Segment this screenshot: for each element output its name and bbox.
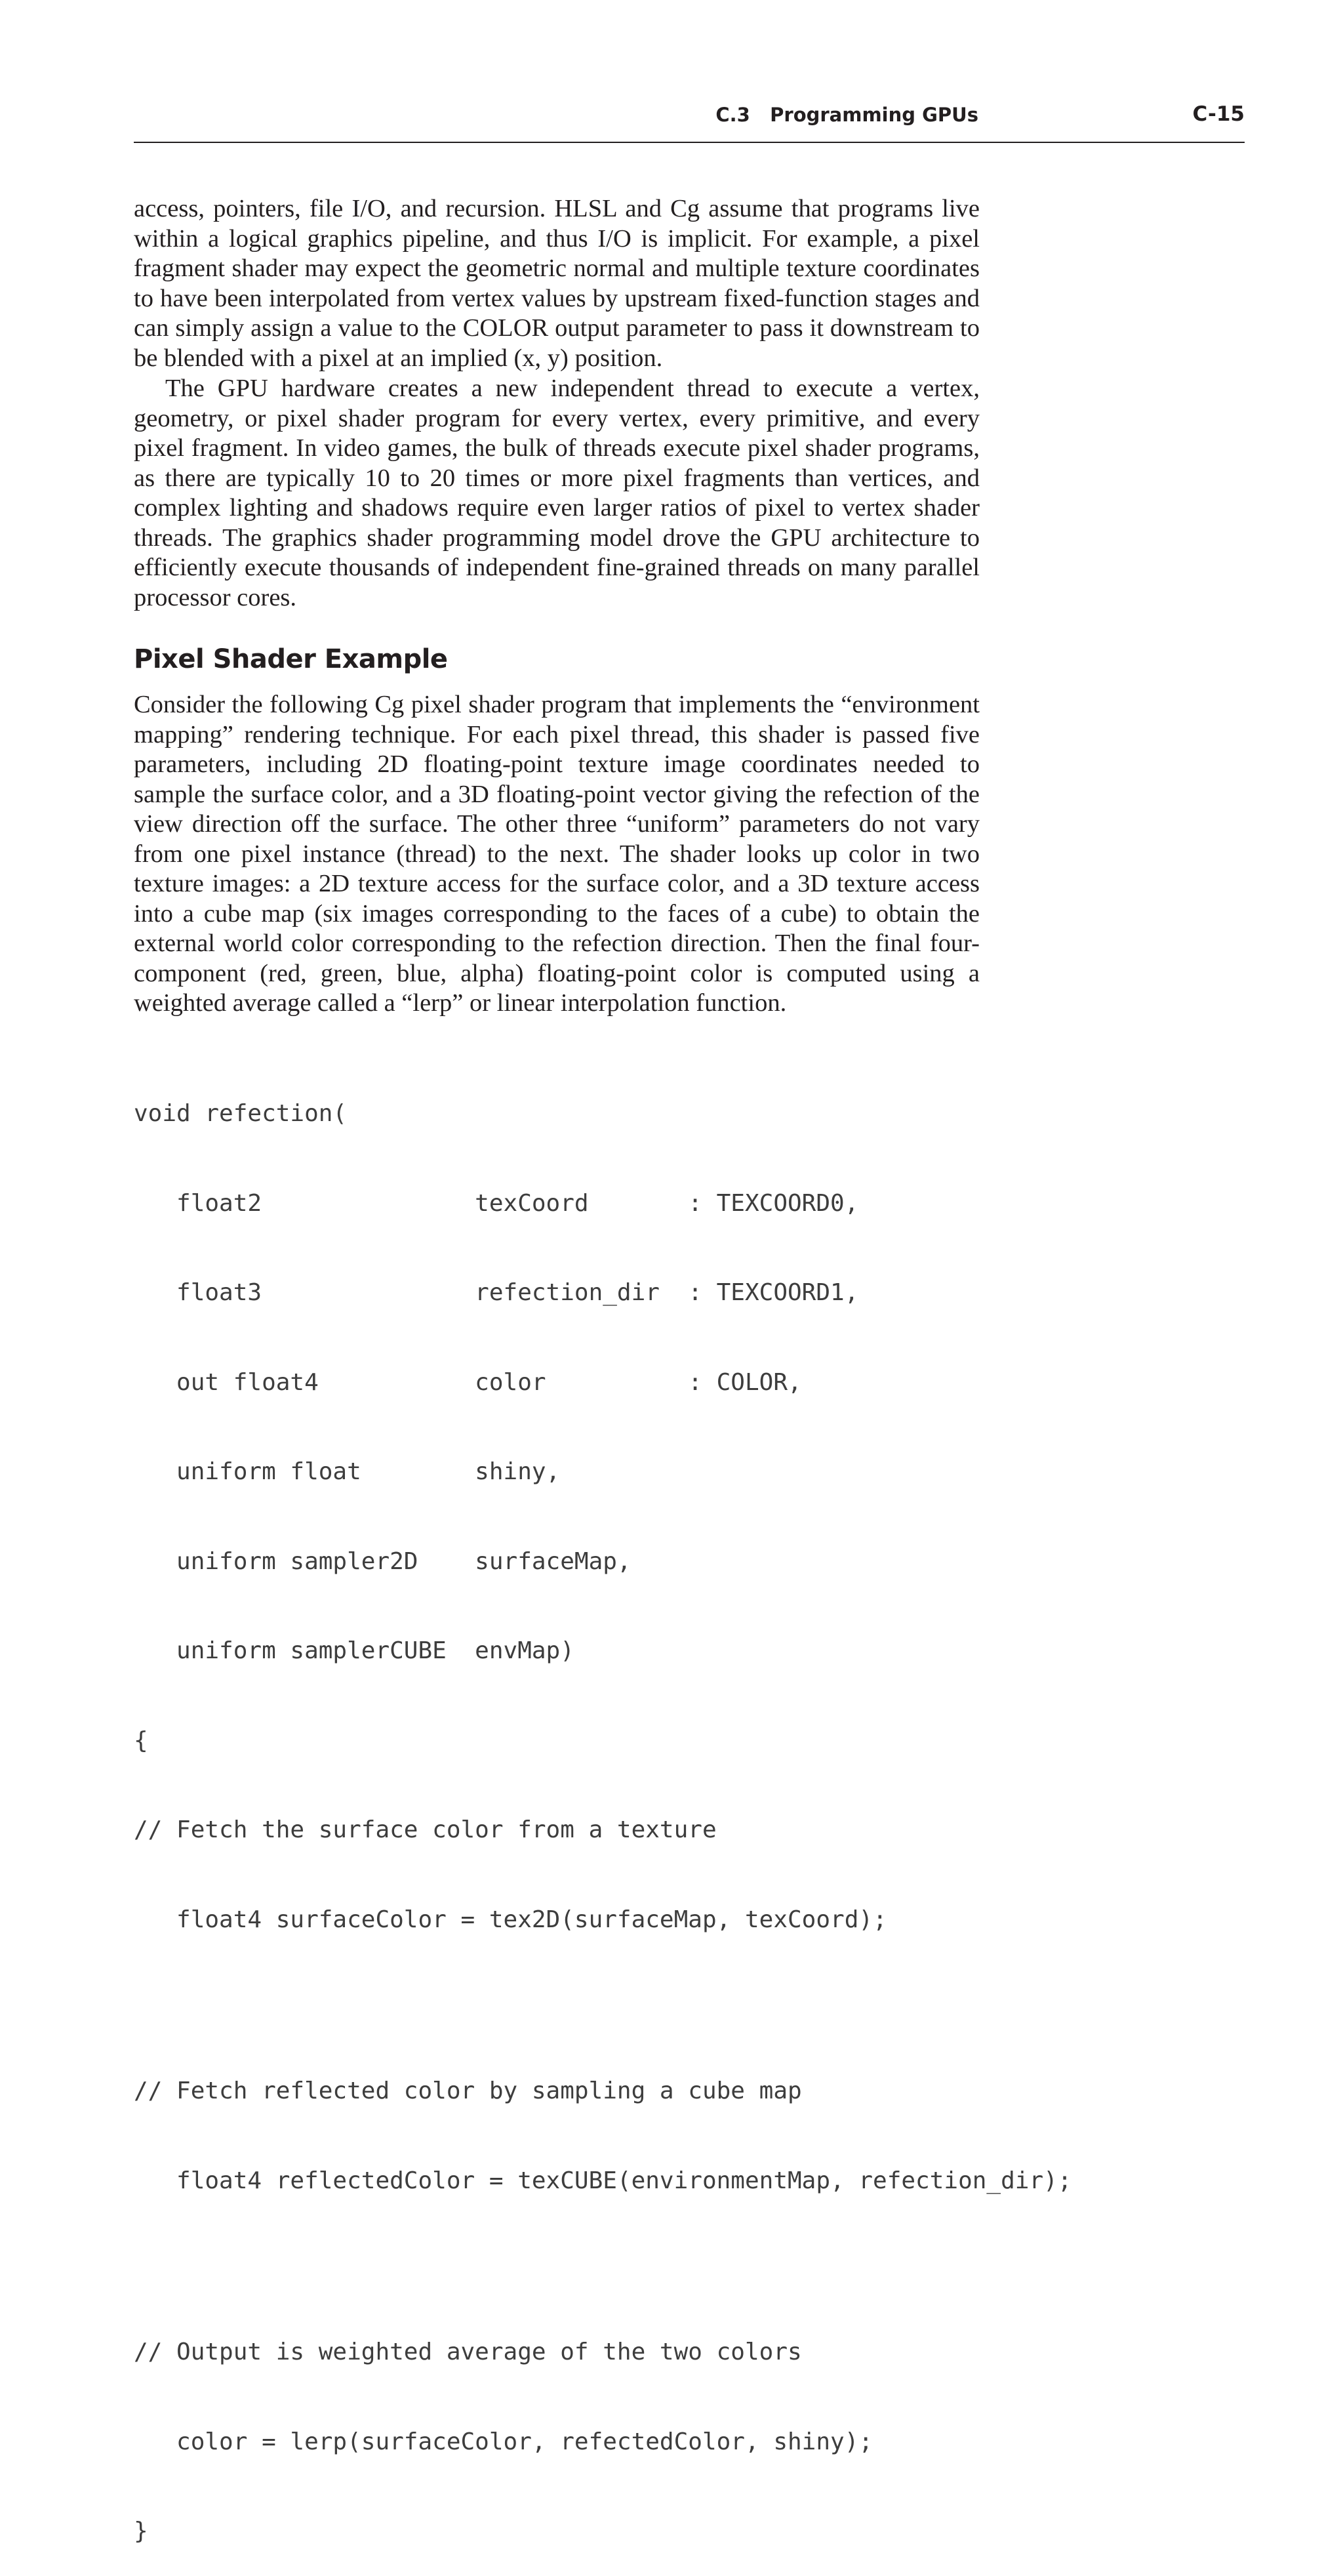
running-header xyxy=(134,98,1245,143)
page-number: C-15 xyxy=(1192,102,1245,126)
paragraph-2: The GPU hardware creates a new independent thread to execute a vertex, geometry, or pixel shader program for every vertex, every primitive, and every pixel fragment. In video games, the bulk of threads execute pixel shader programs, as there are typically 10 to 20 times or more pixel fragments than vertices, and complex lighting and shadows require even larger ratios of pixel to vertex shader threads. The graphics shader programming model drove the GPU architecture to efficiently execute thousands of independent fine-grained threads on many parallel processor cores. xyxy=(134,375,980,611)
code-line: float3 refection_dir : TEXCOORD1, xyxy=(134,1279,859,1306)
code-line: uniform sampler2D surfaceMap, xyxy=(134,1547,631,1575)
code-listing xyxy=(134,1039,1072,2576)
header-section-title: C.3 Programming GPUs xyxy=(715,104,978,126)
section-heading: Pixel Shader Example xyxy=(134,644,448,674)
code-comment: // Fetch reflected color by sampling a cube map xyxy=(134,2077,802,2104)
code-spacer xyxy=(134,2255,1072,2278)
code-line: } xyxy=(134,2518,148,2545)
code-line: { xyxy=(134,1727,148,1754)
code-spacer xyxy=(134,1994,1072,2016)
paragraph-1: access, pointers, file I/O, and recursion. HLSL and Cg assume that programs live within a logical graphics pipeline, and thus I/O is implicit. For example, a pixel fragment shader may expect the geometric normal and multiple texture coordinates to have been interpolated from vertex values by upstream fixed-function stages and can simply assign a value to the COLOR output parameter to pass it downstream to be blended with a pixel at an implied (x, y) position. xyxy=(134,195,980,372)
code-line: float4 surfaceColor = tex2D(surfaceMap, texCoord); xyxy=(134,1906,887,1933)
code-line: uniform samplerCUBE envMap) xyxy=(134,1637,574,1664)
code-comment: // Fetch the surface color from a texture xyxy=(134,1816,717,1843)
paragraph-3: Consider the following Cg pixel shader program that implements the “environment mapping” rendering technique. For each pixel thread, this shader is passed five parameters, including 2D floating-point texture image coordinates needed to sample the surface color, and a 3D floating-point vector giving the refection of the view direction off the surface. The other three “uniform” parameters do not vary from one pixel instance (thread) to the next. The shader looks up color in two texture images: a 2D texture access for the surface color, and a 3D texture access into a cube map (six images corresponding to the faces of a cube) to obtain the external world color corresponding to the refection direction. Then the final four-component (red, green, blue, alpha) floating-point color is computed using a weighted average called a “lerp” or linear interpolation function. xyxy=(134,691,980,1017)
code-line: color = lerp(surfaceColor, refectedColor, shiny); xyxy=(134,2428,873,2455)
code-line: float4 reflectedColor = texCUBE(environmentMap, refection_dir); xyxy=(134,2167,1072,2194)
code-line: uniform float shiny, xyxy=(134,1458,561,1485)
code-line: out float4 color : COLOR, xyxy=(134,1368,802,1396)
code-comment: // Output is weighted average of the two colors xyxy=(134,2339,802,2365)
code-line: float2 texCoord : TEXCOORD0, xyxy=(134,1189,859,1217)
code-line: void refection( xyxy=(134,1100,348,1127)
